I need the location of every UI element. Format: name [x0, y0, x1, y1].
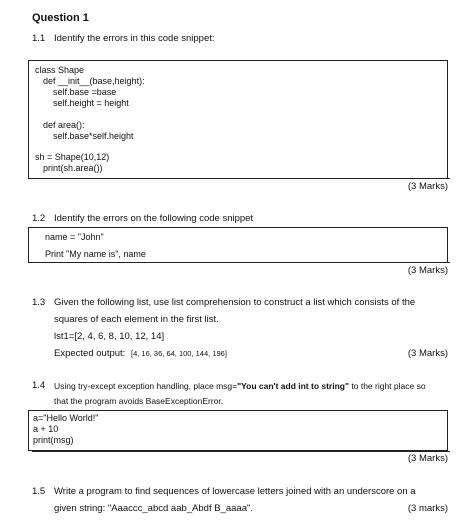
q1-3-list: lst1=[2, 4, 6, 8, 10, 12, 14] — [54, 331, 165, 342]
q1-1-prompt: Identify the errors in this code snippet: — [54, 33, 215, 44]
q1-3-marks: (3 Marks) — [407, 348, 448, 359]
q1-2-marks: (3 Marks) — [407, 265, 448, 276]
q1-4-prompt-bold: "You can't add int to string" — [237, 381, 350, 391]
code-line: Print "My name is", name — [45, 249, 146, 259]
divider — [32, 451, 450, 452]
code-line: a + 10 — [33, 424, 59, 434]
q1-5-prompt-line1: Write a program to find sequences of lowercase letters joined with an underscore on a — [54, 486, 416, 497]
code-line: self.height = height — [53, 98, 129, 108]
code-line: def area(): — [43, 120, 85, 130]
code-line: print(msg) — [33, 435, 74, 445]
code-line: self.base*self.height — [53, 131, 134, 141]
code-line: self.base =base — [53, 87, 117, 97]
q1-1-marks: (3 Marks) — [407, 181, 448, 192]
q1-5-marks: (3 marks) — [407, 503, 448, 514]
code-line: sh = Shape(10,12) — [35, 152, 110, 162]
q1-3-prompt-line1: Given the following list, use list comprehension to construct a list which consists of the — [54, 297, 416, 308]
q1-2-number: 1.2 — [32, 213, 46, 224]
q1-3-prompt-line2: squares of each element in the first list. — [54, 314, 219, 325]
q1-5-prompt-line2: given string: "Aaaccc_abcd aab_Abdf B_aaaa". — [54, 503, 253, 514]
q1-2-code-box — [28, 227, 448, 263]
question-title: Question 1 — [32, 12, 89, 24]
q1-4-prompt-post: to the right place so — [349, 381, 426, 391]
q1-3-expected-value: [4, 16, 36, 64, 100, 144, 196] — [131, 349, 227, 358]
code-line: print(sh.area()) — [43, 163, 103, 173]
code-line: a="Hello World!" — [33, 413, 99, 423]
divider — [32, 178, 450, 179]
q1-5-number: 1.5 — [32, 486, 46, 497]
code-line: name = "John" — [45, 232, 104, 242]
q1-1-code-box — [28, 60, 448, 179]
q1-3-expected-label: Expected output: — [54, 348, 126, 359]
q1-1-number: 1.1 — [32, 33, 46, 44]
q1-4-number: 1.4 — [32, 380, 46, 391]
code-line: def __init__(base,height): — [43, 76, 145, 86]
divider — [32, 262, 450, 263]
q1-4-prompt-pre: Using try-except exception handling, place msg= — [54, 381, 238, 391]
q1-3-number: 1.3 — [32, 297, 46, 308]
q1-4-prompt-line2: that the program avoids BaseExceptionError. — [54, 396, 224, 406]
q1-4-marks: (3 Marks) — [407, 453, 448, 464]
q1-2-prompt: Identify the errors on the following code snippet — [54, 213, 254, 224]
q1-4-code-box — [28, 410, 448, 451]
code-line: class Shape — [35, 65, 85, 75]
q1-4-prompt-line1 — [54, 381, 426, 391]
